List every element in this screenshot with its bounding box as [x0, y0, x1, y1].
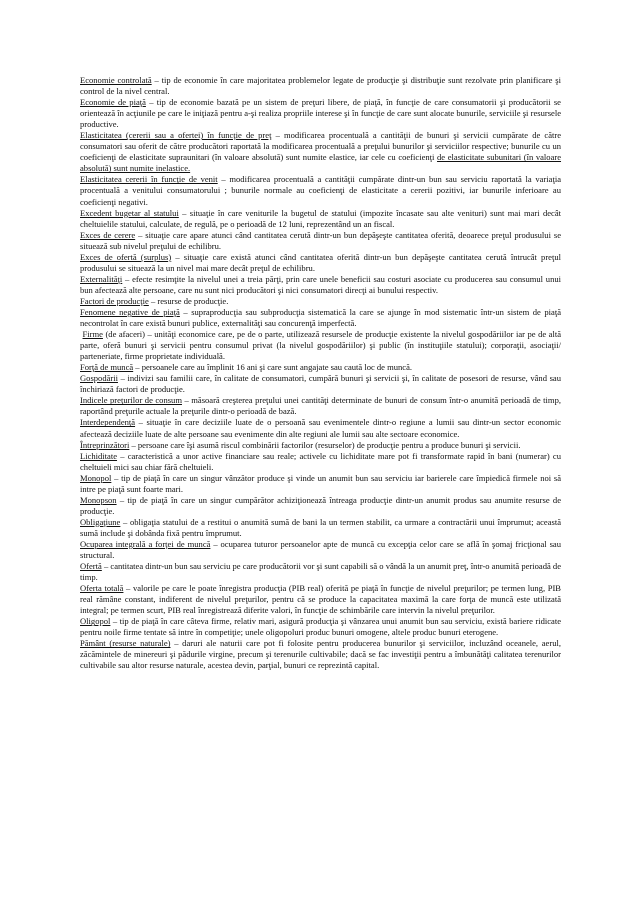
glossary-definition: – tip de economie bazată pe un sistem de preţuri libere, de piaţă, în funcţie de care consumatorii şi producătorii se orientează în acţiunile pe care le iniţiază pentru a-şi realiza propriile interese şi în funcţie de care sunt alocate bunurile, serviciile şi resursele productive. [80, 97, 561, 130]
glossary-term: Ocuparea integrală a forţei de muncă [80, 538, 211, 549]
glossary-term: Elasticitatea (cererii sau a ofertei) în funcţie de preţ [80, 130, 272, 141]
glossary-definition: – valorile pe care le poate înregistra producţia (PIB real) oferită pe piaţă în funcţie de nivelul preţurilor; pe termen lung, PIB real rămâne constant, indiferent de nivelul preţurilor, pentru că se produce la capacitatea maximă la care forţa de muncă este utilizată integral; pe termen scurt, PIB real înregistrează diferite valori, în funcţie de schimbările care intervin la nivelul preţurilor. [80, 583, 561, 616]
glossary-term: Economie de piaţă [80, 97, 146, 108]
glossary-entry [80, 440, 561, 451]
glossary-term-continuation: de elasticitate subunitari (în valoare absolută) sunt numite inelastice. [80, 152, 562, 174]
glossary-term: Exces de ofertă (surplus) [80, 251, 172, 262]
glossary-definition: – indivizi sau familii care, în calitate de consumatori, cumpără bunuri şi servicii şi, în calitate de posesori de resurse, vând sau închiriază factori de producţie. [80, 373, 561, 395]
glossary-definition: – cantitatea dintr-un bun sau serviciu pe care producătorii vor şi sunt capabili să o vândă la un anumit preţ, într-o anumită perioadă de timp. [80, 561, 561, 583]
glossary-entry [80, 495, 561, 517]
glossary-entry [80, 451, 561, 473]
glossary-definition: – situaţie în care veniturile la bugetul de statului (impozite încasate sau alte venituri) sunt mai mari decât cheltuielile statului, calculate, de regulă, pe o perioadă de 12 luni, reprezentând un an fiscal. [80, 207, 561, 229]
glossary-definition: – supraproducţia sau subproducţia sistematică la care se ajunge în mod sistematic într-un sistem de piaţă necontrolat în care există bunuri publice, externalităţi sau concurenţă imperfectă. [80, 306, 562, 329]
glossary-term: Interdependenţă [80, 417, 136, 428]
glossary-definition: – caracteristică a unor active financiare sau reale; activele cu lichiditate mare pot fi transformate rapid în bani (numerar) cu cheltuieli mici sau chiar fără cheltuieli. [80, 450, 561, 472]
glossary-definition: – modificarea procentuală a cantităţii cumpărate dintr-un bun sau serviciu raportată la variaţia procentuală a venitului consumatorului ; bunurile normale au coeficienţi de elasticitate a cererii pozitivi, iar bunurile inferioare au coeficienţi negativi. [80, 174, 561, 207]
glossary-term: Lichiditate [80, 450, 118, 461]
glossary-term: Externalităţi [80, 273, 123, 284]
glossary-definition: – tip de economie în care majoritatea problemelor legate de producţie şi distribuţie sunt rezolvate prin planificare şi control de la nivel central. [80, 75, 561, 97]
glossary-entry [80, 307, 561, 329]
glossary-entry [80, 252, 561, 274]
glossary-entry [80, 362, 561, 373]
glossary-entry [80, 208, 561, 230]
glossary-term: Oligopol [80, 616, 111, 627]
glossary-page [80, 75, 561, 672]
glossary-term: Obligaţiune [80, 516, 121, 527]
glossary-term: Exces de cerere [80, 229, 136, 240]
glossary-term: Firme [82, 329, 103, 340]
glossary-term: Pământ (resurse naturale) [80, 638, 171, 649]
glossary-entry [80, 130, 561, 174]
glossary-entry [80, 296, 561, 307]
glossary-entry [80, 97, 561, 130]
glossary-term: Elasticitatea cererii în funcţie de venit [80, 174, 218, 185]
glossary-entry [80, 174, 561, 207]
glossary-term: Fenomene negative de piaţă [80, 306, 180, 317]
glossary-definition: – situaţie care apare atunci când cantitatea cerută dintr-un bun depăşeşte cantitatea oferită, deoarece preţul produsului se situează sub nivelul preţului de echilibru. [80, 229, 561, 251]
glossary-term: Gospodării [80, 373, 118, 384]
glossary-entry [80, 395, 561, 417]
glossary-definition: – situaţie în care deciziile luate de o persoană sau evenimentele dintr-o regiune a lumii sau dintr-un sector economic afectează deciziile luate de alte persoane sau evenimente din alte regiuni ale lumii sau alte sectoare economice. [80, 417, 561, 439]
glossary-definition: – tip de piaţă în care un singur vânzător produce şi vinde un anumit bun sau serviciu iar barierele care împiedică firmele noi să intre pe piaţă sunt foarte mari. [80, 472, 561, 494]
glossary-entry [80, 561, 561, 583]
glossary-term: Forţă de muncă [80, 362, 134, 373]
glossary-entry [80, 75, 561, 97]
glossary-definition: – obligaţia statului de a restitui o anumită sumă de bani la un termen stabilit, ca urmare a contractării unui împrumut; această sumă include şi dobânda fixă pentru împrumut. [80, 516, 561, 538]
glossary-term: Monopson [80, 494, 117, 505]
glossary-definition: – daruri ale naturii care pot fi folosite pentru producerea bunurilor şi serviciilor, incluzând oceanele, aerul, zăcămintele de minereuri şi pădurile virgine, precum şi terenurile cultivabile; dacă se fac investiţii pentru a îmbunătăţi calitatea terenurilor cultivabile sau altor resurse naturale, acestea devin, parţial, bunuri ce reprezintă capital. [80, 638, 561, 671]
glossary-term: Excedent bugetar al statului [80, 207, 179, 218]
glossary-entry [80, 583, 561, 616]
glossary-entry [80, 638, 561, 671]
glossary-term: Ofertă [80, 561, 102, 572]
glossary-definition: – modificarea procentuală a cantităţii de bunuri şi servicii cumpărate de către consumatori sau oferit de către producători raportată la modificarea procentuală a preţului bunurilor şi serviciilor respective; bunurile cu un coeficienţi de elasticitate supraunitari (în valoare absolută) sunt numite elastice, iar cele cu coeficienţi [80, 130, 562, 163]
glossary-entry [80, 274, 561, 296]
glossary-definition: – persoane care îşi asumă riscul combinării factorilor (resurselor) de producţie pentru a produce bunuri şi servicii. [129, 439, 521, 450]
glossary-term: Oferta totală [80, 583, 124, 594]
glossary-entry [80, 517, 561, 539]
glossary-definition: – tip de piaţă în care un singur cumpărător achiziţionează întreaga producţie dintr-un anumit produs sau anumite resurse de producţie. [80, 494, 561, 516]
glossary-definition: – situaţie care există atunci când cantitatea oferită dintr-un bun depăşeşte cantitatea cerută întrucât preţul produsului se situează la un nivel mai mare decât preţul de echilibru. [80, 251, 561, 273]
glossary-term: Indicele preţurilor de consum [80, 395, 182, 406]
glossary-definition: (de afaceri) – unităţi economice care, pe de o parte, utilizează resursele de producţie existente la nivelul gospodăriilor iar pe de altă parte, oferă bunuri şi servicii pentru consumul privat (la nivelul gospodăriilor) şi public (în instituţiile statului); corporaţii, asociaţii/ parteneriate, firme proprietate individuală. [80, 329, 561, 362]
glossary-term: Factori de producţie [80, 295, 149, 306]
glossary-definition: – efecte resimţite la nivelul unei a treia părţi, prin care unele beneficii sau costuri asociate cu producerea sau consumul unui bun afectează alte persoane, care nu sunt nici producători şi nici consumatori direcţi ai bunului respectiv. [80, 273, 561, 295]
glossary-entry [80, 373, 561, 395]
glossary-definition: – persoanele care au împlinit 16 ani şi care sunt angajate sau caută loc de muncă. [133, 362, 413, 373]
glossary-term: Economie controlată [80, 75, 152, 85]
glossary-entry [80, 230, 561, 252]
glossary-definition: – tip de piaţă în care câteva firme, relativ mari, asigură producţia şi vânzarea unui anumit bun sau serviciu, există bariere ridicate pentru noile firme tentate să intre în competiţie; unele oligopoluri produc bunuri omogene, altele produc bunuri eterogene. [80, 616, 561, 638]
glossary-entry [80, 417, 561, 439]
glossary-term: Monopol [80, 472, 112, 483]
glossary-entry [80, 473, 561, 495]
glossary-entry [80, 539, 561, 561]
glossary-definition: – ocuparea tuturor persoanelor apte de muncă cu excepţia celor care se află în şomaj fricţional sau structural. [80, 538, 561, 561]
glossary-entry [80, 329, 561, 362]
glossary-definition: – măsoară creşterea preţului unei cantităţi determinate de bunuri de consum într-o anumită perioadă de timp, raportând preţurile actuale la preţurile dintr-o perioadă de bază. [80, 395, 561, 417]
glossary-term: Întreprinzători [80, 439, 130, 450]
glossary-definition: – resurse de producţie. [148, 295, 229, 306]
glossary-entry [80, 616, 561, 638]
